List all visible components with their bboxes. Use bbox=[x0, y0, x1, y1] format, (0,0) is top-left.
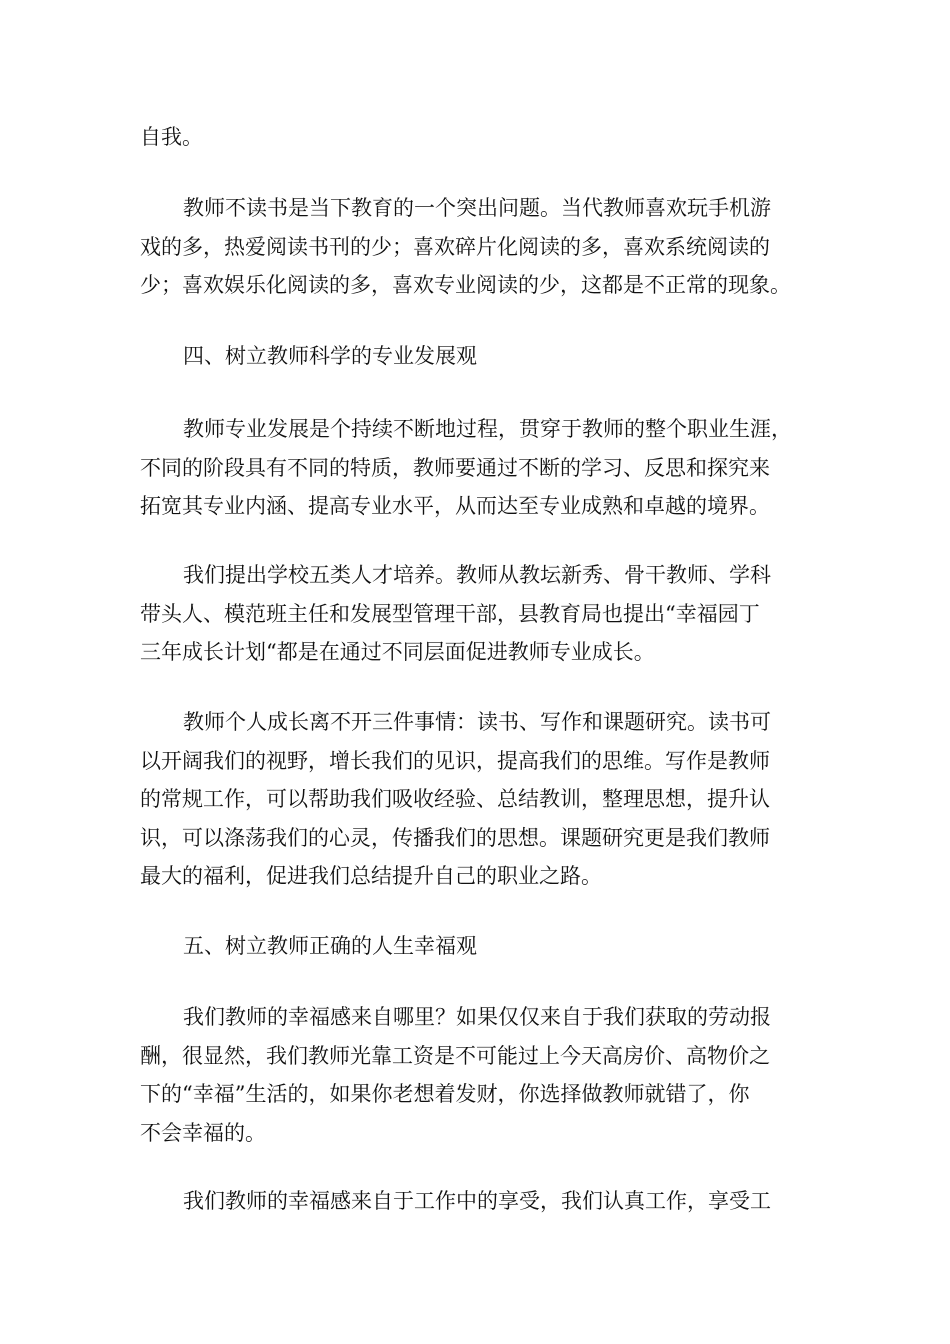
text-line: 的常规工作，可以帮助我们吸收经验、总结教训，整理思想，提升认 bbox=[140, 787, 770, 811]
paragraph-continuation bbox=[140, 118, 830, 157]
text-line: 戏的多，热爱阅读书刊的少；喜欢碎片化阅读的多，喜欢系统阅读的 bbox=[140, 234, 770, 259]
text-line: 下的“幸福”生活的，如果你老想着发财，你选择做教师就错了，你 bbox=[140, 1082, 750, 1106]
text-line: 不同的阶段具有不同的特质，教师要通过不断的学习、反思和探究来 bbox=[140, 455, 770, 480]
text-line: 我们提出学校五类人才培养。教师从教坛新秀、骨干教师、学科 bbox=[183, 563, 771, 587]
text-line: 带头人、模范班主任和发展型管理干部，县教育局也提出“幸福园丁 bbox=[140, 601, 760, 626]
paragraph-teachers-reading bbox=[140, 189, 830, 305]
text-line: 拓宽其专业内涵、提高专业水平，从而达至专业成熟和卓越的境界。 bbox=[140, 494, 770, 518]
section-heading-five bbox=[140, 927, 830, 966]
text-line: 以开阔我们的视野，增长我们的见识，提高我们的思维。写作是教师 bbox=[140, 748, 770, 773]
paragraph-source-of-happiness bbox=[140, 998, 830, 1152]
text-line: 教师专业发展是个持续不断地过程，贯穿于教师的整个职业生涯， bbox=[183, 417, 792, 441]
text-line: 最大的福利，促进我们总结提升自己的职业之路。 bbox=[140, 864, 602, 888]
text-line: 自我。 bbox=[140, 125, 203, 149]
text-line: 识，可以涤荡我们的心灵，传播我们的思想。课题研究更是我们教师 bbox=[140, 825, 770, 850]
text-line: 酬，很显然，我们教师光靠工资是不可能过上今天高房价、高物价之 bbox=[140, 1043, 770, 1068]
paragraph-professional-development bbox=[140, 410, 830, 526]
text-line: 我们教师的幸福感来自哪里？如果仅仅来自于我们获取的劳动报 bbox=[183, 1005, 771, 1029]
text-line: 少；喜欢娱乐化阅读的多，喜欢专业阅读的少，这都是不正常的现象。 bbox=[140, 273, 791, 297]
text-line: 教师个人成长离不开三件事情：读书、写作和课题研究。读书可 bbox=[183, 710, 771, 734]
text-line: 不会幸福的。 bbox=[140, 1120, 266, 1145]
paragraph-happiness-from-work bbox=[140, 1182, 830, 1221]
text-line: 我们教师的幸福感来自于工作中的享受，我们认真工作，享受工 bbox=[183, 1189, 771, 1213]
text-line: 教师不读书是当下教育的一个突出问题。当代教师喜欢玩手机游 bbox=[183, 196, 771, 220]
paragraph-talent-training bbox=[140, 556, 830, 672]
section-heading-text: 五、树立教师正确的人生幸福观 bbox=[183, 934, 477, 958]
section-heading-four bbox=[140, 337, 830, 376]
section-heading-text: 四、树立教师科学的专业发展观 bbox=[183, 344, 477, 368]
text-line: 三年成长计划“都是在通过不同层面促进教师专业成长。 bbox=[140, 640, 655, 664]
paragraph-personal-growth bbox=[140, 703, 830, 896]
